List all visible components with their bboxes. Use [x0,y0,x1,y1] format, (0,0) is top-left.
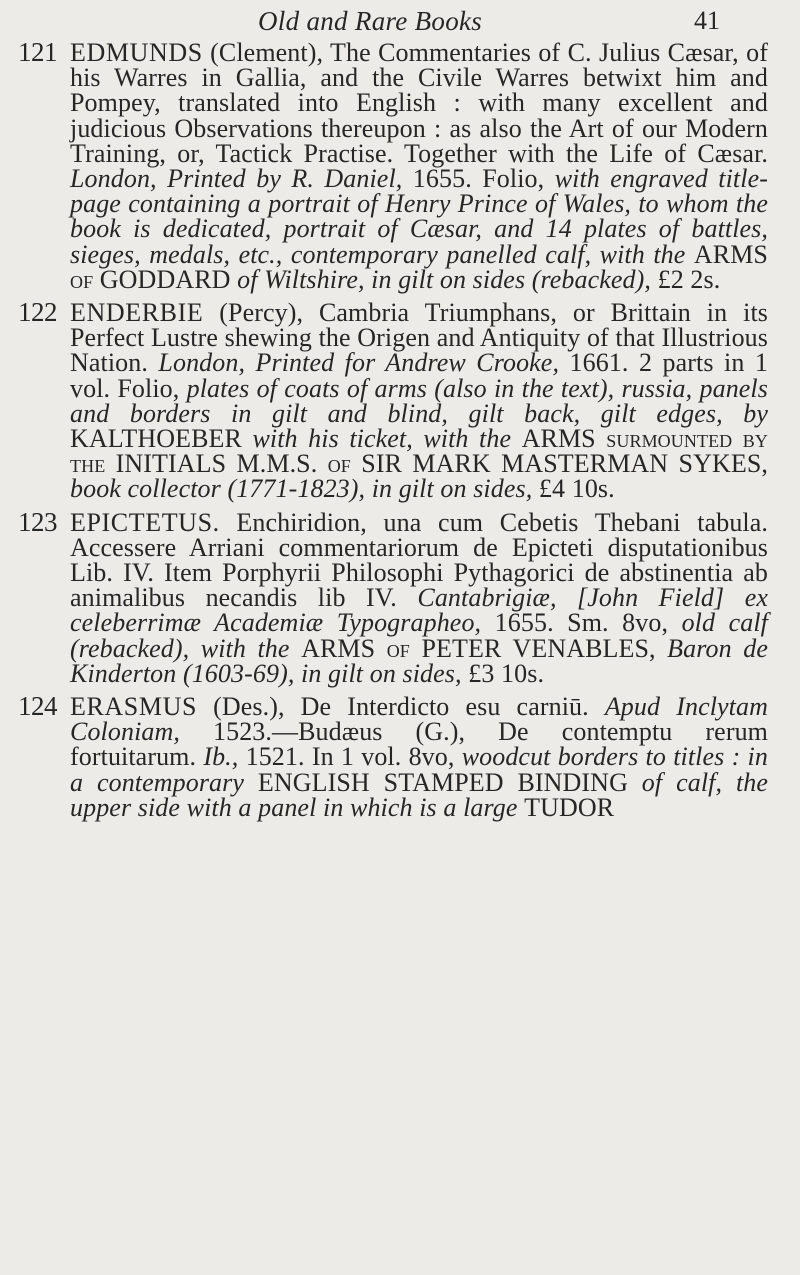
entry-text [70,300,768,502]
entry-text [70,507,769,688]
entry-author: ENDERBIE [70,298,204,328]
entry-tudor: TUDOR [524,792,615,822]
catalogue-entry [0,506,800,688]
entry-arms: ARMS of GODDARD [70,239,768,294]
entry-title: 1523.—Budæus (G.), De contemptu rerum fortuitarum. [70,717,768,772]
lot-number: 123 [18,506,57,537]
entry-title: (Clement), The Commentaries of C. Julius Cæsar, of his Warres in Gallia, and the Civile Warres betwixt him and Pompey, translated into English : with many excellent and judicious Observations thereupon : as also the Art of our Modern Training, or, Tactick Practise. Together with the Life of Cæsar. [70,38,768,168]
entry-description: of Wiltshire, in gilt on sides (rebacked), [230,264,651,294]
entry-imprint: Apud Inclytam Coloniam, [70,692,768,747]
entry-price: £3 10s. [461,658,545,688]
lot-number: 121 [18,37,57,67]
entry-imprint: London, Printed by R. Daniel, [70,164,403,194]
catalogue-entry [0,691,800,822]
lot-number: 122 [18,297,57,328]
page-number: 41 [694,6,720,35]
catalogue-entry [0,37,800,294]
entry-binder: KALTHOEBER [70,424,242,454]
running-head [258,6,720,36]
catalogue-entries [0,37,800,828]
lot-number: 124 [18,691,57,722]
entry-format: 1655. Sm. 8vo, [481,608,682,638]
entry-binding: ENGLISH STAMPED BINDING [257,767,628,797]
catalogue-entry [0,297,800,504]
entry-author: ERASMUS [70,692,198,722]
entry-imprint: London, Printed for Andrew Crooke, [158,348,560,378]
entry-description: plates of coats of arms (also in the text), russia, panels and borders in gilt and blind, gilt back, gilt edges, by [70,373,768,428]
entry-price: £4 10s. [532,474,615,504]
entry-arms: ARMS surmounted by the INITIALS M.M.S. of SIR MARK MASTERMAN SYKES, [70,424,768,479]
entry-description: woodcut borders to titles : in a contemporary [70,742,768,797]
entry-description: Baron de Kinderton (1603-69), in gilt on sides, [70,633,768,688]
entry-description: with engraved title-page containing a portrait of Henry Prince of Wales, to whom the book is dedicated, portrait of Cæsar, and 14 plates of battles, sieges, medals, etc., contemporary panelled calf, with the [70,164,768,269]
entry-price: £2 2s. [651,264,721,294]
entry-imprint: Ib., [203,742,239,772]
entry-title: Enchiridion, una cum Cebetis Thebani tabula. Accessere Arriani commentariorum de Epicteti disputationibus Lib. IV. Item Porphyrii Philosophi Pythagorici de abstinentia ab animalibus necandis lib IV. [70,507,768,613]
entry-format: 1655. Folio, [402,164,555,194]
entry-author: EDMUNDS [70,38,203,67]
entry-author: EPICTETUS. [70,507,220,537]
entry-title: (Des.), De Interdicto esu carniū. [197,692,605,722]
entry-text [70,40,768,292]
entry-format: 1661. 2 parts in 1 vol. Folio, [70,348,768,403]
entry-imprint: Cantabrigiæ, [John Field] ex celeberrimæ Academiæ Typographeo, [70,583,769,638]
entry-text [70,694,768,820]
entry-description: old calf (rebacked), with the [70,608,768,663]
entry-title: (Percy), Cambria Triumphans, or Brittain in its Perfect Lustre shewing the Origen and Antiquity of that Illustrious Nation. [70,298,768,378]
entry-description: of calf, the upper side with a panel in which is a large [70,767,769,822]
entry-description: book collector (1771-1823), in gilt on sides, [70,474,533,504]
entry-format: 1521. In 1 vol. 8vo, [238,742,462,772]
entry-arms: ARMS of PETER VENABLES, [301,633,656,663]
running-title: Old and Rare Books [258,6,483,36]
entry-description: with his ticket, with the [241,424,522,454]
